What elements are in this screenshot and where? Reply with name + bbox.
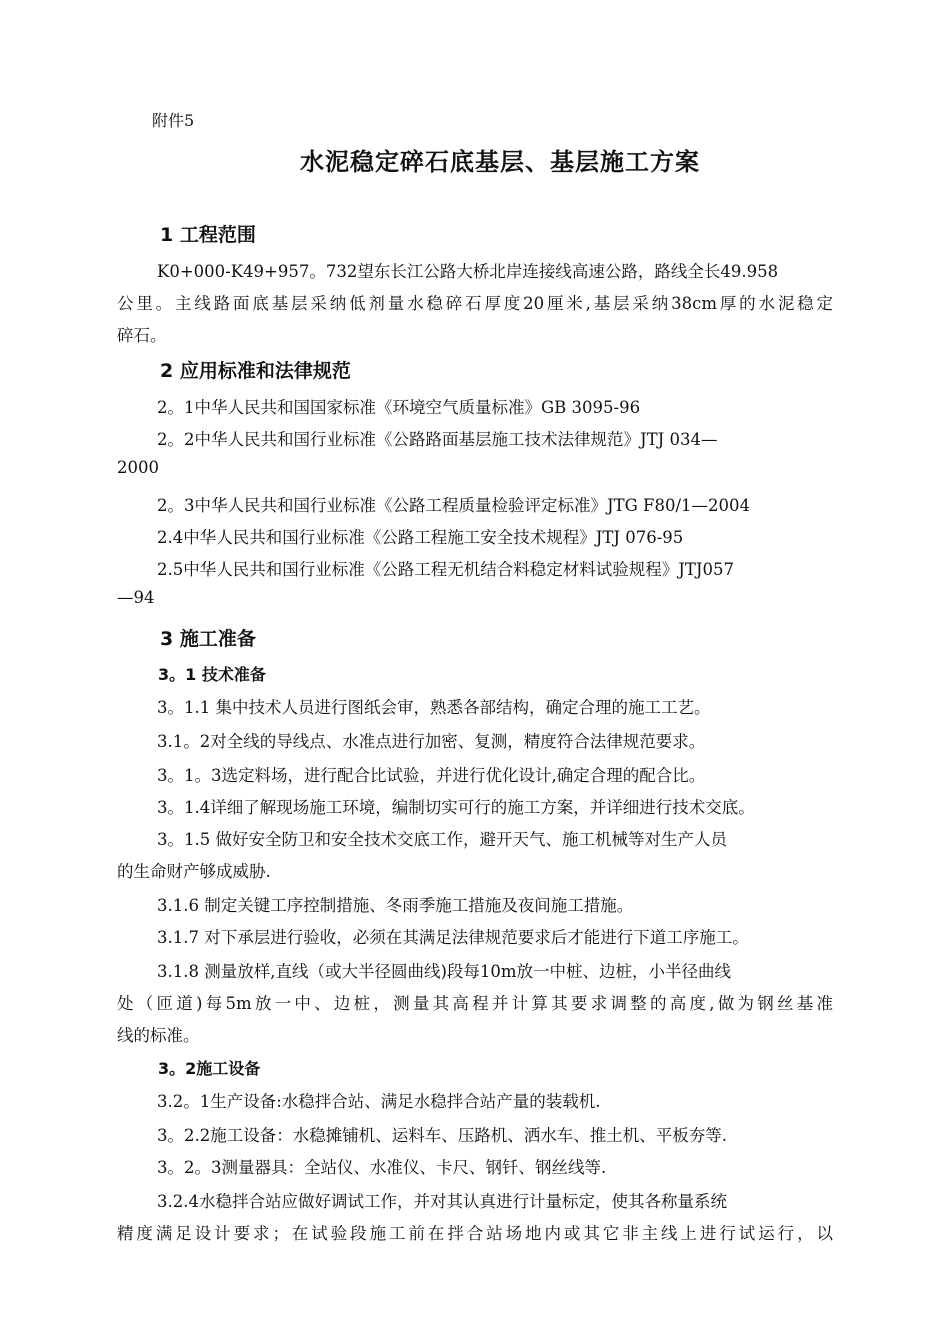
item-3-1-4: 3。1.4详细了解现场施工环境，编制切实可行的施工方案，并详细进行技术交底。: [157, 798, 755, 817]
item-3-1-7: 3.1.7 对下承层进行验收，必须在其满足法律规范要求后才能进行下道工序施工。: [157, 928, 749, 947]
standard-item-2-2: 2。2中华人民共和国行业标准《公路路面基层施工技术法律规范》JTJ 034—: [157, 430, 718, 449]
standard-item-2-5: 2.5中华人民共和国行业标准《公路工程无机结合料稳定材料试验规程》JTJ057: [157, 560, 734, 579]
standard-item-2-4: 2.4中华人民共和国行业标准《公路工程施工安全技术规程》JTJ 076-95: [157, 528, 684, 547]
item-3-1-5: 3。1.5 做好安全防卫和安全技术交底工作，避开天气、施工机械等对生产人员: [157, 830, 727, 849]
item-3-1-1: 3。1.1 集中技术人员进行图纸会审，熟悉各部结构，确定合理的施工工艺。: [157, 698, 711, 717]
item-3-1-6: 3.1.6 制定关键工序控制措施、冬雨季施工措施及夜间施工措施。: [157, 896, 634, 915]
item-3-2-2: 3。2.2施工设备：水稳摊铺机、运料车、压路机、洒水车、推土机、平板夯等.: [157, 1126, 727, 1145]
item-3-2-4-cont: 精度满足设计要求；在试验段施工前在拌合站场地内或其它非主线上进行试运行，以: [117, 1224, 833, 1243]
document-title: 水泥稳定碎石底基层、基层施工方案: [300, 148, 700, 176]
item-3-2-1: 3.2。1生产设备:水稳拌合站、满足水稳拌合站产量的装载机.: [157, 1092, 601, 1111]
standard-item-2-2-cont: 2000: [117, 458, 159, 477]
section-1-paragraph-line: 公里。主线路面底基层采纳低剂量水稳碎石厚度20厘米,基层采纳38cm厚的水泥稳定: [117, 294, 833, 313]
item-3-1-8: 3.1.8 测量放样,直线（或大半径圆曲线)段每10m放一中桩、边桩，小半径曲线: [157, 962, 732, 981]
item-3-2-3: 3。2。3测量器具：全站仪、水准仪、卡尺、钢钎、钢丝线等.: [157, 1158, 607, 1177]
section-3-heading: 3 施工准备: [160, 628, 256, 650]
subsection-3-2-heading: 3。2施工设备: [158, 1059, 261, 1078]
item-3-1-5-cont: 的生命财产够成威胁.: [117, 862, 271, 881]
item-3-1-2: 3.1。2对全线的导线点、水准点进行加密、复测，精度符合法律规范要求。: [157, 732, 706, 751]
item-3-1-8-cont: 线的标准。: [117, 1026, 200, 1045]
section-2-heading: 2 应用标准和法律规范: [160, 360, 351, 382]
item-3-2-4: 3.2.4水稳拌合站应做好调试工作，并对其认真进行计量标定，使其各称量系统: [157, 1192, 727, 1211]
attachment-label: 附件5: [152, 111, 195, 130]
standard-item-2-3: 2。3中华人民共和国行业标准《公路工程质量检验评定标准》JTG F80/1—2004: [157, 496, 751, 515]
item-3-1-3: 3。1。3选定料场，进行配合比试验，并进行优化设计,确定合理的配合比。: [157, 766, 706, 785]
section-1-paragraph-line: K0+000-K49+957。732望东长江公路大桥北岸连接线高速公路，路线全长49.958: [157, 262, 779, 281]
section-1-heading: 1 工程范围: [160, 224, 256, 246]
item-3-1-8-cont: 处（匝道)每5m放一中、边桩，测量其高程并计算其要求调整的高度,做为钢丝基准: [117, 994, 833, 1013]
standard-item-2-5-cont: —94: [117, 588, 155, 607]
standard-item-2-1: 2。1中华人民共和国国家标准《环境空气质量标准》GB 3095-96: [157, 398, 641, 417]
subsection-3-1-heading: 3。1 技术准备: [158, 665, 266, 684]
section-1-paragraph-line: 碎石。: [117, 326, 167, 345]
